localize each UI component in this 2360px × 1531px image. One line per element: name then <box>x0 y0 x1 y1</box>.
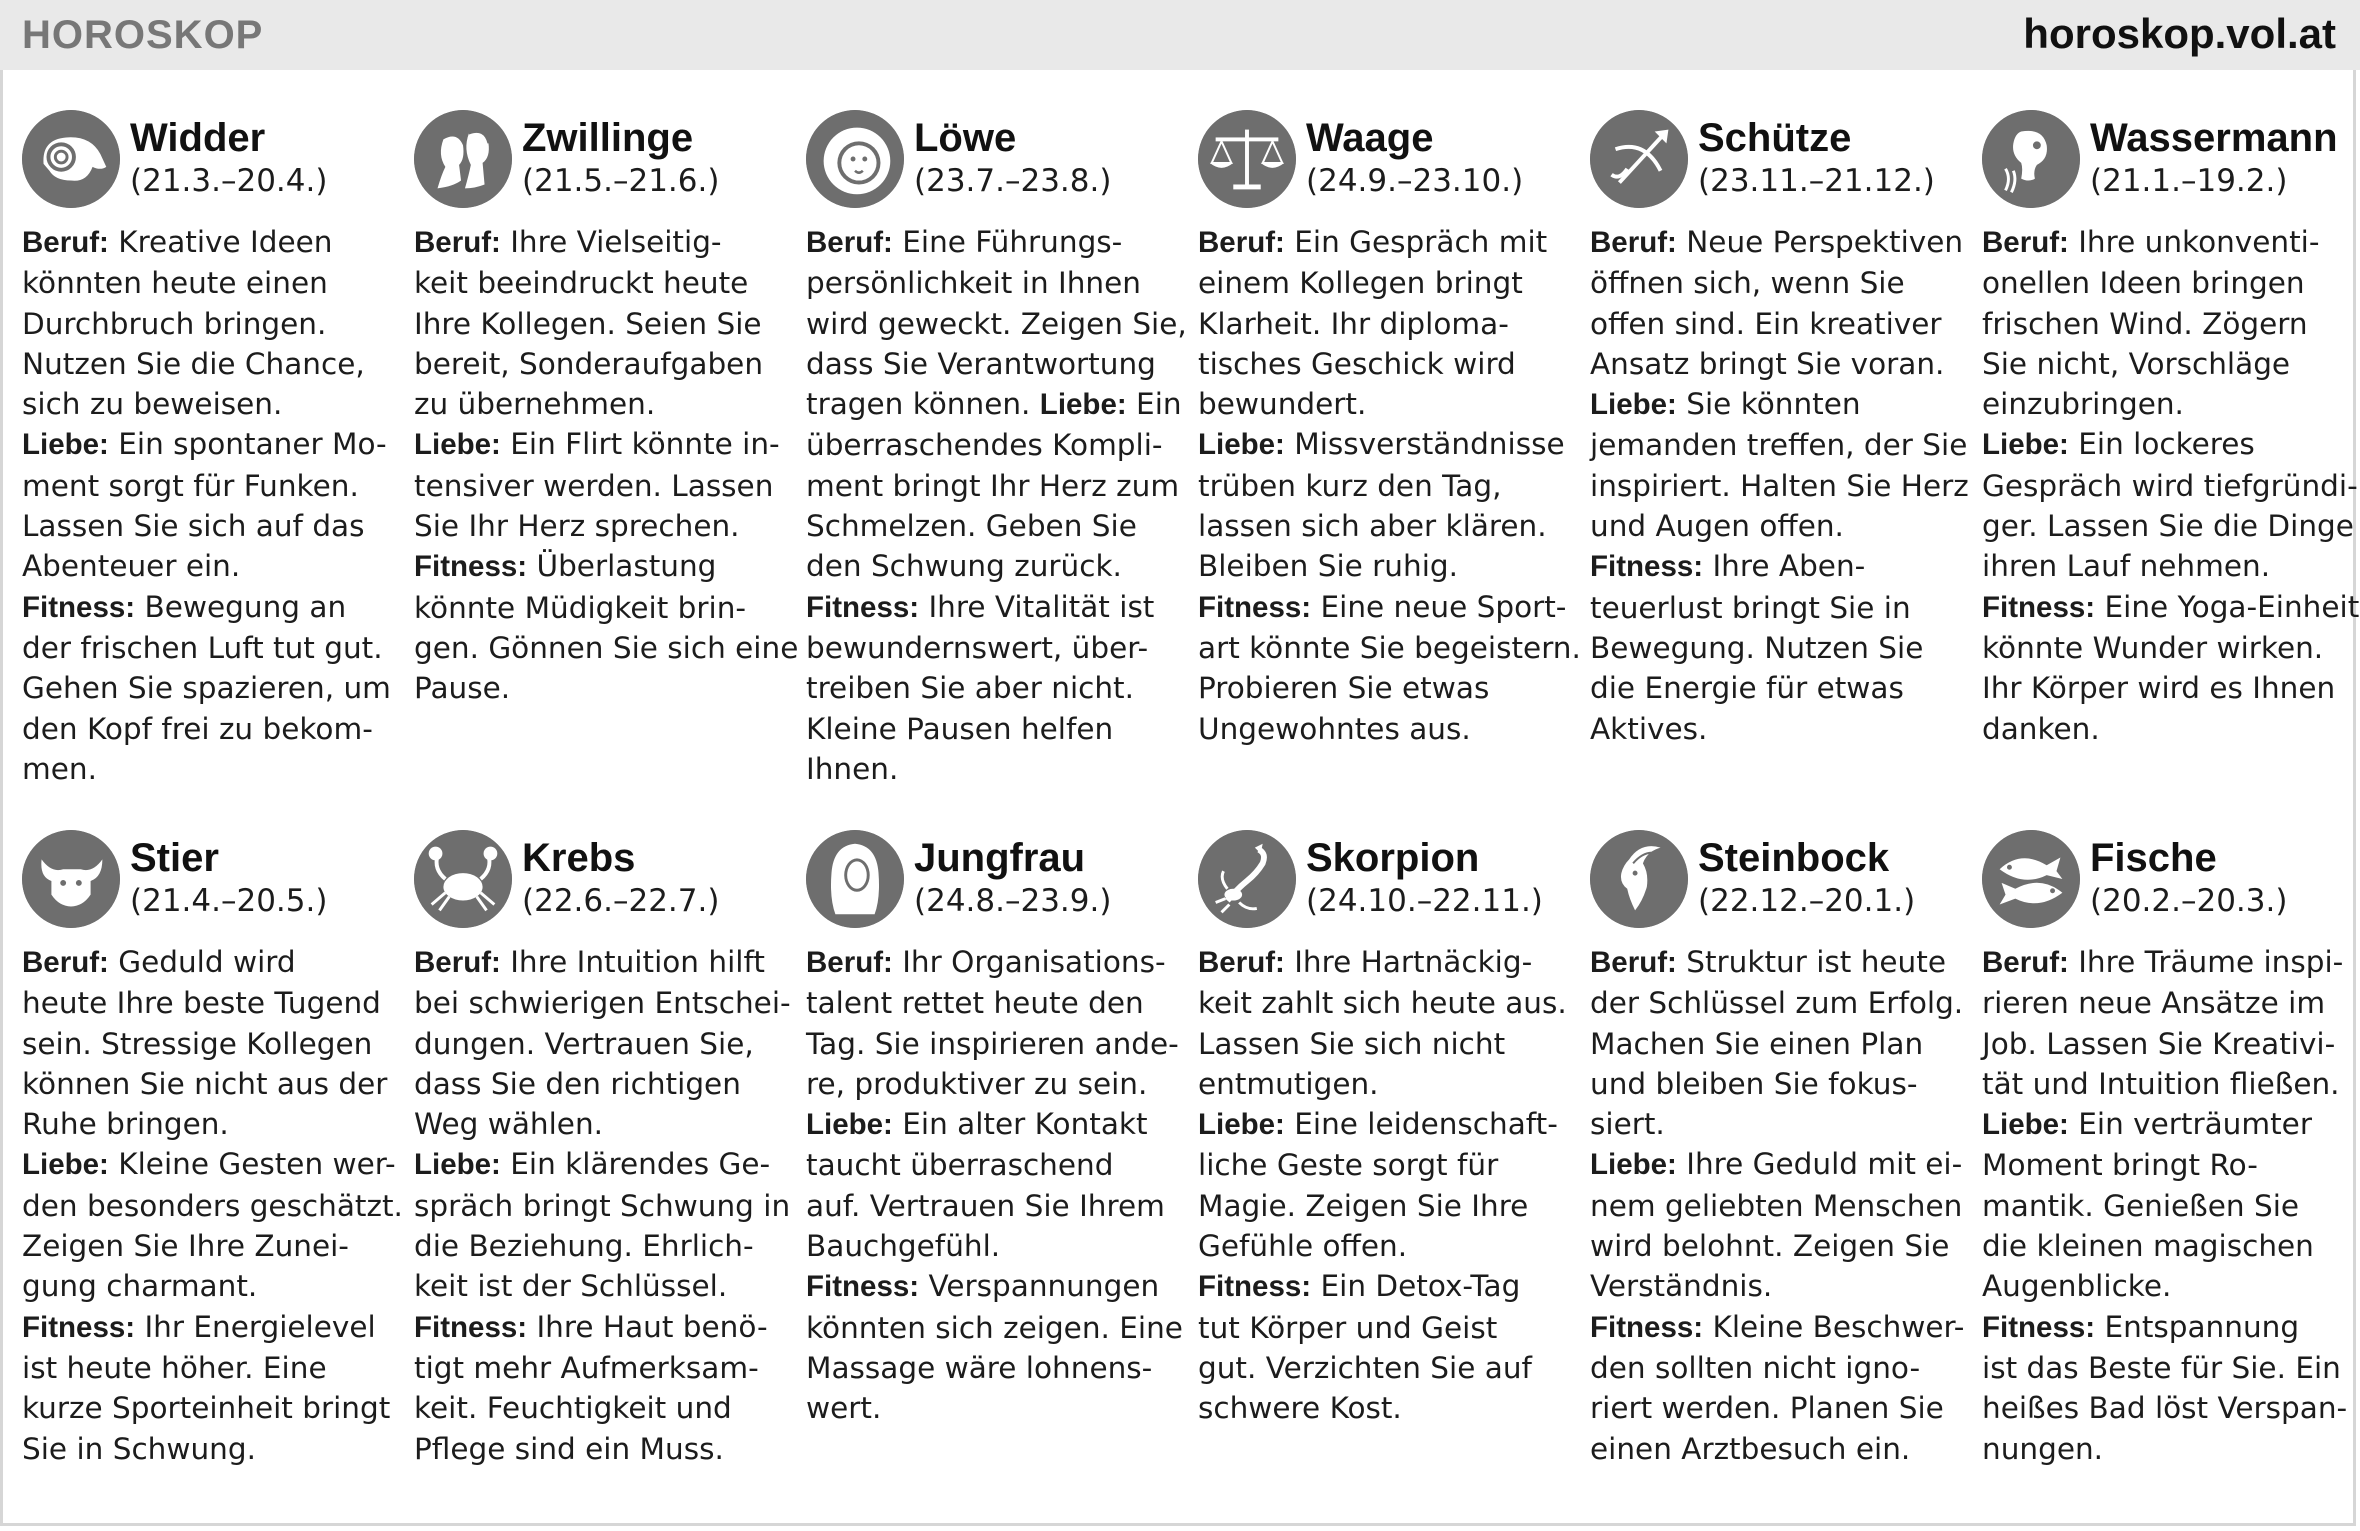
text-line: tensiver werden. Lassen <box>414 468 774 503</box>
text-line: Sie Ihr Herz sprechen. <box>414 509 740 544</box>
text-line: bereit, Sonderaufgaben <box>414 346 764 381</box>
text-line: trüben kurz den Tag, <box>1198 468 1502 503</box>
text-line: wird geweckt. Zeigen Sie, <box>806 306 1187 341</box>
goat-icon <box>1590 830 1688 928</box>
text-line: talent rettet heute den <box>806 986 1144 1021</box>
text-line: tät und Intuition fließen. <box>1982 1066 2340 1101</box>
sign-name: Schütze <box>1698 116 1852 160</box>
bull-icon <box>22 830 120 928</box>
sign-text <box>1590 942 1965 1469</box>
text-line: dungen. Vertrauen Sie, <box>414 1026 754 1061</box>
text-line: Fitness: Ihr Energielevel <box>22 1309 376 1344</box>
text-line: art könnte Sie begeistern. <box>1198 630 1581 665</box>
text-line: dass Sie Verantwortung <box>806 346 1156 381</box>
sign-dates: (22.6.–22.7.) <box>522 883 720 919</box>
sign-text <box>1198 222 1581 749</box>
text-line: dass Sie den richtigen <box>414 1066 741 1101</box>
sign-dates: (23.11.–21.12.) <box>1698 163 1935 199</box>
text-line: Liebe: Ein Flirt könnte in- <box>414 427 780 462</box>
text-line: nungen. <box>1982 1431 2104 1466</box>
text-line: Beruf: Struktur ist heute <box>1590 945 1946 979</box>
text-line: ist das Beste für Sie. Ein <box>1982 1350 2341 1385</box>
text-line: die Beziehung. Ehrlich- <box>414 1229 754 1264</box>
text-line: den Schwung zurück. <box>806 549 1122 584</box>
text-line: spräch bringt Schwung in <box>414 1188 791 1223</box>
text-line: Fitness: Eine Yoga-Einheit <box>1982 589 2360 624</box>
text-line: Sie in Schwung. <box>22 1431 256 1466</box>
text-line: Beruf: Ihr Organisations- <box>806 945 1166 979</box>
text-line: gut. Verzichten Sie auf <box>1198 1350 1532 1385</box>
text-line: riert werden. Planen Sie <box>1590 1391 1944 1426</box>
sign-name: Waage <box>1306 116 1434 160</box>
text-line: und bleiben Sie fokus- <box>1590 1066 1918 1101</box>
text-line: Beruf: Ihre Vielseitig- <box>414 225 722 259</box>
text-line: Gefühle offen. <box>1198 1229 1408 1264</box>
text-line: ihren Lauf nehmen. <box>1982 549 2271 584</box>
text-line: ment sorgt für Funken. <box>22 468 359 503</box>
sign-dates: (24.10.–22.11.) <box>1306 883 1543 919</box>
text-line: überraschendes Kompli- <box>806 428 1163 463</box>
text-line: ment bringt Ihr Herz zum <box>806 468 1180 503</box>
sign-name: Steinbock <box>1698 836 1890 880</box>
text-line: inspiriert. Halten Sie Herz <box>1590 468 1969 503</box>
text-line: Fitness: Ihre Aben- <box>1590 549 1866 584</box>
sign-text <box>806 942 1183 1429</box>
sign-dates: (20.2.–20.3.) <box>2090 883 2288 919</box>
text-line: die Energie für etwas <box>1590 671 1904 706</box>
text-line: und Augen offen. <box>1590 509 1844 544</box>
text-line: Moment bringt Ro- <box>1982 1148 2258 1183</box>
text-line: bewundernswert, über- <box>806 630 1149 665</box>
text-line: bewundert. <box>1198 387 1367 422</box>
text-line: onellen Ideen bringen <box>1982 266 2305 301</box>
text-line: bei schwierigen Entschei- <box>414 986 791 1021</box>
text-line: Liebe: Ein alter Kontakt <box>806 1107 1148 1142</box>
text-line: öffnen sich, wenn Sie <box>1590 266 1905 301</box>
text-line: könnten sich zeigen. Eine <box>806 1310 1183 1345</box>
text-line: Verständnis. <box>1590 1269 1773 1304</box>
text-line: Beruf: Ihre Träume inspi- <box>1982 945 2344 979</box>
text-line: Liebe: Ein spontaner Mo- <box>22 427 387 462</box>
sign-name: Skorpion <box>1306 836 1480 880</box>
text-line: gen. Gönnen Sie sich eine <box>414 630 799 665</box>
sign-name: Widder <box>130 116 266 160</box>
text-line: die kleinen magischen <box>1982 1229 2314 1264</box>
ram-icon <box>22 110 120 208</box>
text-line: Klarheit. Ihr diploma- <box>1198 306 1509 341</box>
sign-name: Stier <box>130 836 219 880</box>
sign-name: Jungfrau <box>914 836 1086 880</box>
text-line: Ansatz bringt Sie voran. <box>1590 346 1945 381</box>
text-line: Fitness: Überlastung <box>414 549 717 584</box>
text-line: Ihr Körper wird es Ihnen <box>1982 671 2336 706</box>
text-line: Ihnen. <box>806 751 899 786</box>
text-line: keit beeindruckt heute <box>414 266 749 301</box>
text-line: könnten heute einen <box>22 266 328 301</box>
water-bearer-icon <box>1982 110 2080 208</box>
text-line: offen sind. Ein kreativer <box>1590 306 1942 341</box>
text-line: Ungewohntes aus. <box>1198 711 1471 746</box>
text-line: persönlichkeit in Ihnen <box>806 266 1141 301</box>
text-line: Zeigen Sie Ihre Zunei- <box>22 1229 349 1264</box>
text-line: der frischen Luft tut gut. <box>22 630 383 665</box>
text-line: Augenblicke. <box>1982 1269 2172 1304</box>
text-line: Job. Lassen Sie Kreativi- <box>1982 1026 2336 1061</box>
text-line: tisches Geschick wird <box>1198 346 1516 381</box>
text-line: ger. Lassen Sie die Dinge <box>1982 509 2354 544</box>
text-line: Fitness: Ein Detox-Tag <box>1198 1269 1521 1304</box>
text-line: sein. Stressige Kollegen <box>22 1026 373 1061</box>
sign-text <box>22 222 392 789</box>
text-line: Fitness: Ihre Haut benö- <box>414 1309 768 1344</box>
virgin-icon <box>806 830 904 928</box>
text-line: Lassen Sie sich auf das <box>22 509 365 544</box>
text-line: Liebe: Sie könnten <box>1590 387 1861 422</box>
text-line: Fitness: Verspannungen <box>806 1269 1160 1304</box>
scales-icon <box>1198 110 1296 208</box>
text-line: Lassen Sie sich nicht <box>1198 1026 1506 1061</box>
sign-text <box>1198 942 1568 1429</box>
sign-text <box>22 942 403 1469</box>
text-line: Gehen Sie spazieren, um <box>22 671 391 706</box>
text-line: Liebe: Kleine Gesten wer- <box>22 1147 396 1182</box>
text-line: liche Geste sorgt für <box>1198 1148 1499 1183</box>
text-line: tragen können. Liebe: Ein <box>806 387 1182 422</box>
sign-text <box>414 942 791 1469</box>
text-line: men. <box>22 751 97 786</box>
text-line: danken. <box>1982 711 2100 746</box>
sign-dates: (21.4.–20.5.) <box>130 883 328 919</box>
text-line: Kleine Pausen helfen <box>806 711 1114 746</box>
text-line: wert. <box>806 1391 882 1426</box>
sign-dates: (21.5.–21.6.) <box>522 163 720 199</box>
sign-dates: (21.1.–19.2.) <box>2090 163 2288 199</box>
text-line: Beruf: Neue Perspektiven <box>1590 225 1964 259</box>
text-line: Schmelzen. Geben Sie <box>806 509 1137 544</box>
text-line: Beruf: Geduld wird <box>22 945 296 979</box>
text-line: Liebe: Ihre Geduld mit ei- <box>1590 1147 1963 1182</box>
crab-icon <box>414 830 512 928</box>
text-line: mantik. Genießen Sie <box>1982 1188 2300 1223</box>
text-line: den besonders geschätzt. <box>22 1188 403 1223</box>
text-line: Beruf: Ihre Intuition hilft <box>414 945 765 979</box>
sign-name: Fische <box>2090 836 2217 880</box>
text-line: gung charmant. <box>22 1269 258 1304</box>
text-line: Weg wählen. <box>414 1107 604 1142</box>
text-line: Fitness: Kleine Beschwer- <box>1590 1309 1965 1344</box>
section-title: HOROSKOP <box>22 13 264 57</box>
sign-text <box>414 222 799 709</box>
fish-icon <box>1982 830 2080 928</box>
text-line: zu übernehmen. <box>414 387 656 422</box>
sign-text <box>1982 222 2360 749</box>
sign-dates: (21.3.–20.4.) <box>130 163 328 199</box>
header-bar <box>0 0 2360 70</box>
text-line: ist heute höher. Eine <box>22 1350 327 1385</box>
text-line: einem Kollegen bringt <box>1198 266 1523 301</box>
text-line: Ruhe bringen. <box>22 1107 229 1142</box>
text-line: Liebe: Ein lockeres <box>1982 427 2255 462</box>
text-line: Beruf: Ihre Hartnäckig- <box>1198 945 1533 979</box>
sign-dates: (24.8.–23.9.) <box>914 883 1112 919</box>
text-line: Durchbruch bringen. <box>22 306 327 341</box>
text-line: keit. Feuchtigkeit und <box>414 1391 732 1426</box>
lion-icon <box>806 110 904 208</box>
text-line: Abenteuer ein. <box>22 549 241 584</box>
text-line: Beruf: Eine Führungs- <box>806 225 1123 259</box>
text-line: Pflege sind ein Muss. <box>414 1431 724 1466</box>
text-line: sich zu beweisen. <box>22 387 283 422</box>
text-line: Beruf: Ihre unkonventi- <box>1982 225 2320 259</box>
site-link[interactable]: horoskop.vol.at <box>2023 10 2336 57</box>
text-line: können Sie nicht aus der <box>22 1066 388 1101</box>
text-line: Magie. Zeigen Sie Ihre <box>1198 1188 1529 1223</box>
text-line: tigt mehr Aufmerksam- <box>414 1350 759 1385</box>
text-line: schwere Kost. <box>1198 1391 1402 1426</box>
sign-text <box>1982 942 2352 1469</box>
text-line: keit zahlt sich heute aus. <box>1198 986 1567 1021</box>
text-line: einen Arztbesuch ein. <box>1590 1431 1911 1466</box>
sign-dates: (22.12.–20.1.) <box>1698 883 1916 919</box>
text-line: Fitness: Entspannung <box>1982 1309 2300 1344</box>
text-line: wird belohnt. Zeigen Sie <box>1590 1229 1950 1264</box>
sign-text <box>806 222 1187 789</box>
text-line: Bewegung. Nutzen Sie <box>1590 630 1924 665</box>
sign-dates: (23.7.–23.8.) <box>914 163 1112 199</box>
text-line: Probieren Sie etwas <box>1198 671 1490 706</box>
text-line: re, produktiver zu sein. <box>806 1066 1148 1101</box>
text-line: kurze Sporteinheit bringt <box>22 1391 391 1426</box>
text-line: treiben Sie aber nicht. <box>806 671 1135 706</box>
text-line: jemanden treffen, der Sie <box>1590 428 1968 463</box>
text-line: rieren neue Ansätze im <box>1982 986 2326 1021</box>
twins-icon <box>414 110 512 208</box>
text-line: Tag. Sie inspirieren ande- <box>806 1026 1179 1061</box>
text-line: heißes Bad löst Verspan- <box>1982 1391 2348 1426</box>
archer-icon <box>1590 110 1688 208</box>
text-line: den Kopf frei zu bekom- <box>22 711 373 746</box>
sign-dates: (24.9.–23.10.) <box>1306 163 1524 199</box>
text-line: könnte Wunder wirken. <box>1982 630 2324 665</box>
text-line: Bleiben Sie ruhig. <box>1198 549 1458 584</box>
text-line: taucht überraschend <box>806 1148 1114 1183</box>
sign-text <box>1590 222 1969 749</box>
text-line: Ihre Kollegen. Seien Sie <box>414 306 762 341</box>
text-line: Sie nicht, Vorschläge <box>1982 346 2291 381</box>
sign-name: Wassermann <box>2090 116 2338 160</box>
text-line: keit ist der Schlüssel. <box>414 1269 728 1304</box>
text-line: teuerlust bringt Sie in <box>1590 590 1911 625</box>
text-line: Fitness: Eine neue Sport- <box>1198 589 1567 624</box>
text-line: Gespräch wird tiefgründi- <box>1982 468 2358 503</box>
text-line: entmutigen. <box>1198 1066 1379 1101</box>
text-line: tut Körper und Geist <box>1198 1310 1498 1345</box>
text-line: nem geliebten Menschen <box>1590 1188 1963 1223</box>
sign-name: Zwillinge <box>522 116 694 160</box>
text-line: einzubringen. <box>1982 387 2184 422</box>
text-line: Machen Sie einen Plan <box>1590 1026 1924 1061</box>
text-line: lassen sich aber klären. <box>1198 509 1547 544</box>
text-line: heute Ihre beste Tugend <box>22 986 381 1021</box>
text-line: Fitness: Bewegung an <box>22 589 347 624</box>
text-line: Massage wäre lohnens- <box>806 1350 1153 1385</box>
text-line: Bauchgefühl. <box>806 1229 1001 1264</box>
text-line: Aktives. <box>1590 711 1708 746</box>
text-line: Fitness: Ihre Vitalität ist <box>806 589 1155 624</box>
text-line: könnte Müdigkeit brin- <box>414 590 747 625</box>
scorpion-icon <box>1198 830 1296 928</box>
text-line: Nutzen Sie die Chance, <box>22 346 365 381</box>
text-line: Liebe: Ein verträumter <box>1982 1107 2312 1142</box>
sign-name: Krebs <box>522 836 636 880</box>
text-line: Liebe: Eine leidenschaft- <box>1198 1107 1558 1142</box>
text-line: Liebe: Ein klärendes Ge- <box>414 1147 771 1182</box>
text-line: Liebe: Missverständnisse <box>1198 427 1565 462</box>
text-line: Pause. <box>414 671 511 706</box>
text-line: Beruf: Ein Gespräch mit <box>1198 225 1548 259</box>
text-line: Beruf: Kreative Ideen <box>22 225 333 259</box>
text-line: siert. <box>1590 1107 1665 1142</box>
sign-name: Löwe <box>914 116 1017 160</box>
text-line: auf. Vertrauen Sie Ihrem <box>806 1188 1165 1223</box>
text-line: den sollten nicht igno- <box>1590 1350 1921 1385</box>
text-line: der Schlüssel zum Erfolg. <box>1590 986 1964 1021</box>
text-line: frischen Wind. Zögern <box>1982 306 2308 341</box>
